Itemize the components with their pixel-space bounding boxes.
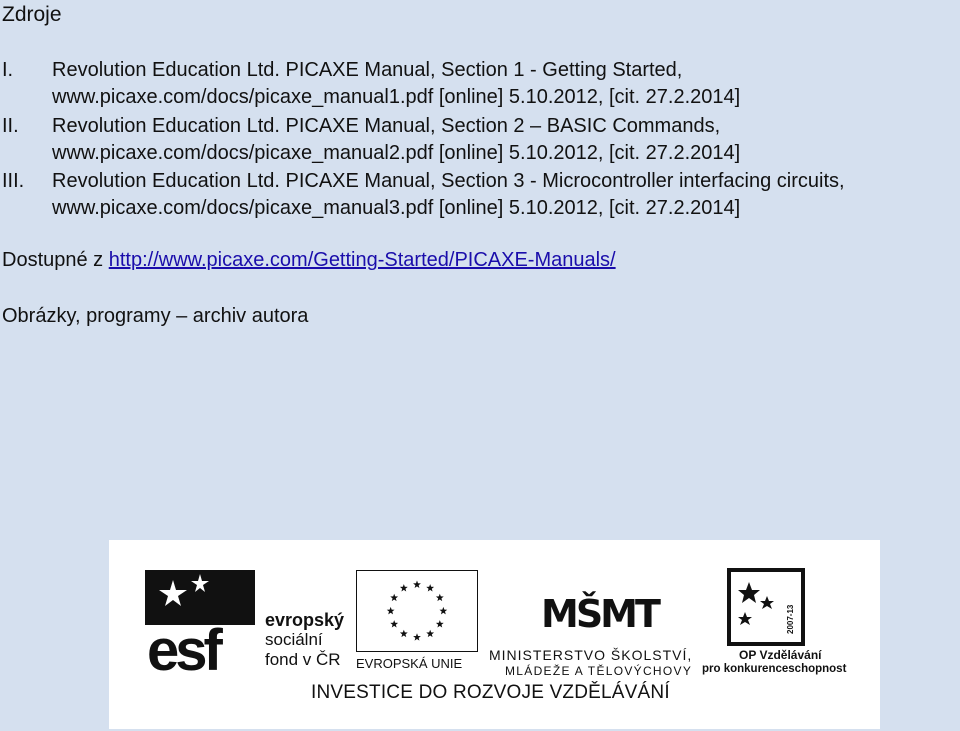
- esf-text-line: sociální: [265, 630, 323, 649]
- msmt-logo: [489, 565, 709, 678]
- esf-text-line: evropský: [265, 610, 345, 630]
- eu-logo: [356, 570, 478, 672]
- eu-star-icon: [426, 584, 434, 591]
- reference-url: www.picaxe.com/docs/picaxe_manual2.pdf [online] 5.10.2012, [cit. 27.2.2014]: [52, 141, 741, 164]
- reference-number: II.: [2, 114, 19, 137]
- reference-list: [0, 57, 960, 224]
- msmt-mark-text: MŠMT: [541, 592, 658, 636]
- op-line1: OP Vzdělávání: [739, 648, 822, 662]
- reference-item: [0, 57, 960, 113]
- msmt-mark-icon: [539, 565, 658, 645]
- esf-text-line: fond v ČR: [265, 650, 341, 669]
- eu-star-icon: [400, 584, 408, 591]
- available-from: [2, 249, 616, 272]
- op-line2: pro konkurenceschopnost: [702, 663, 847, 675]
- eu-flag-icon: [356, 570, 478, 652]
- reference-url: www.picaxe.com/docs/picaxe_manual1.pdf [online] 5.10.2012, [cit. 27.2.2014]: [52, 86, 741, 108]
- available-prefix: Dostupné z: [2, 249, 109, 271]
- eu-star-icon: [439, 607, 447, 614]
- reference-text: Revolution Education Ltd. PICAXE Manual, Section 2 – BASIC Commands,: [52, 114, 721, 137]
- eu-star-icon: [390, 594, 398, 601]
- reference-text: Revolution Education Ltd. PICAXE Manual, Section 1 - Getting Started,: [52, 59, 683, 81]
- reference-url: www.picaxe.com/docs/picaxe_manual3.pdf [online] 5.10.2012, [cit. 27.2.2014]: [52, 197, 741, 219]
- esf-mark-text: esf: [147, 618, 219, 683]
- eu-star-icon: [387, 607, 395, 614]
- msmt-line1: MINISTERSTVO ŠKOLSTVÍ,: [489, 647, 693, 663]
- manuals-link[interactable]: http://www.picaxe.com/Getting-Started/PICAXE-Manuals/: [108, 249, 616, 271]
- reference-text: Revolution Education Ltd. PICAXE Manual, Section 3 - Microcontroller interfacing circuits,: [52, 170, 845, 192]
- eu-star-icon: [426, 630, 434, 637]
- eu-star-icon: [436, 620, 444, 627]
- esf-mark-icon: [145, 570, 255, 683]
- eu-star-icon: [436, 594, 444, 601]
- esf-wordmark: [265, 610, 344, 670]
- eu-star-icon: [400, 630, 408, 637]
- logo-banner: [109, 540, 880, 729]
- reference-number: I.: [2, 59, 14, 81]
- op-years: 2007-13: [786, 604, 795, 634]
- reference-item: [0, 113, 960, 169]
- esf-logo: [145, 570, 365, 683]
- eu-label: EVROPSKÁ UNIE: [356, 656, 463, 671]
- page-title: Zdroje: [2, 3, 62, 26]
- msmt-line2: MLÁDEŽE A TĚLOVÝCHOVY: [505, 664, 693, 678]
- investice-tagline: INVESTICE DO ROZVOJE VZDĚLÁVÁNÍ: [311, 682, 670, 703]
- eu-star-icon: [390, 620, 398, 627]
- reference-number: III.: [2, 170, 25, 192]
- op-mark-icon: [727, 568, 805, 646]
- reference-item: [0, 168, 960, 224]
- eu-star-icon: [413, 633, 421, 640]
- credit-text: Obrázky, programy – archiv autora: [2, 305, 309, 327]
- op-logo: [699, 568, 849, 678]
- eu-star-icon: [413, 581, 421, 588]
